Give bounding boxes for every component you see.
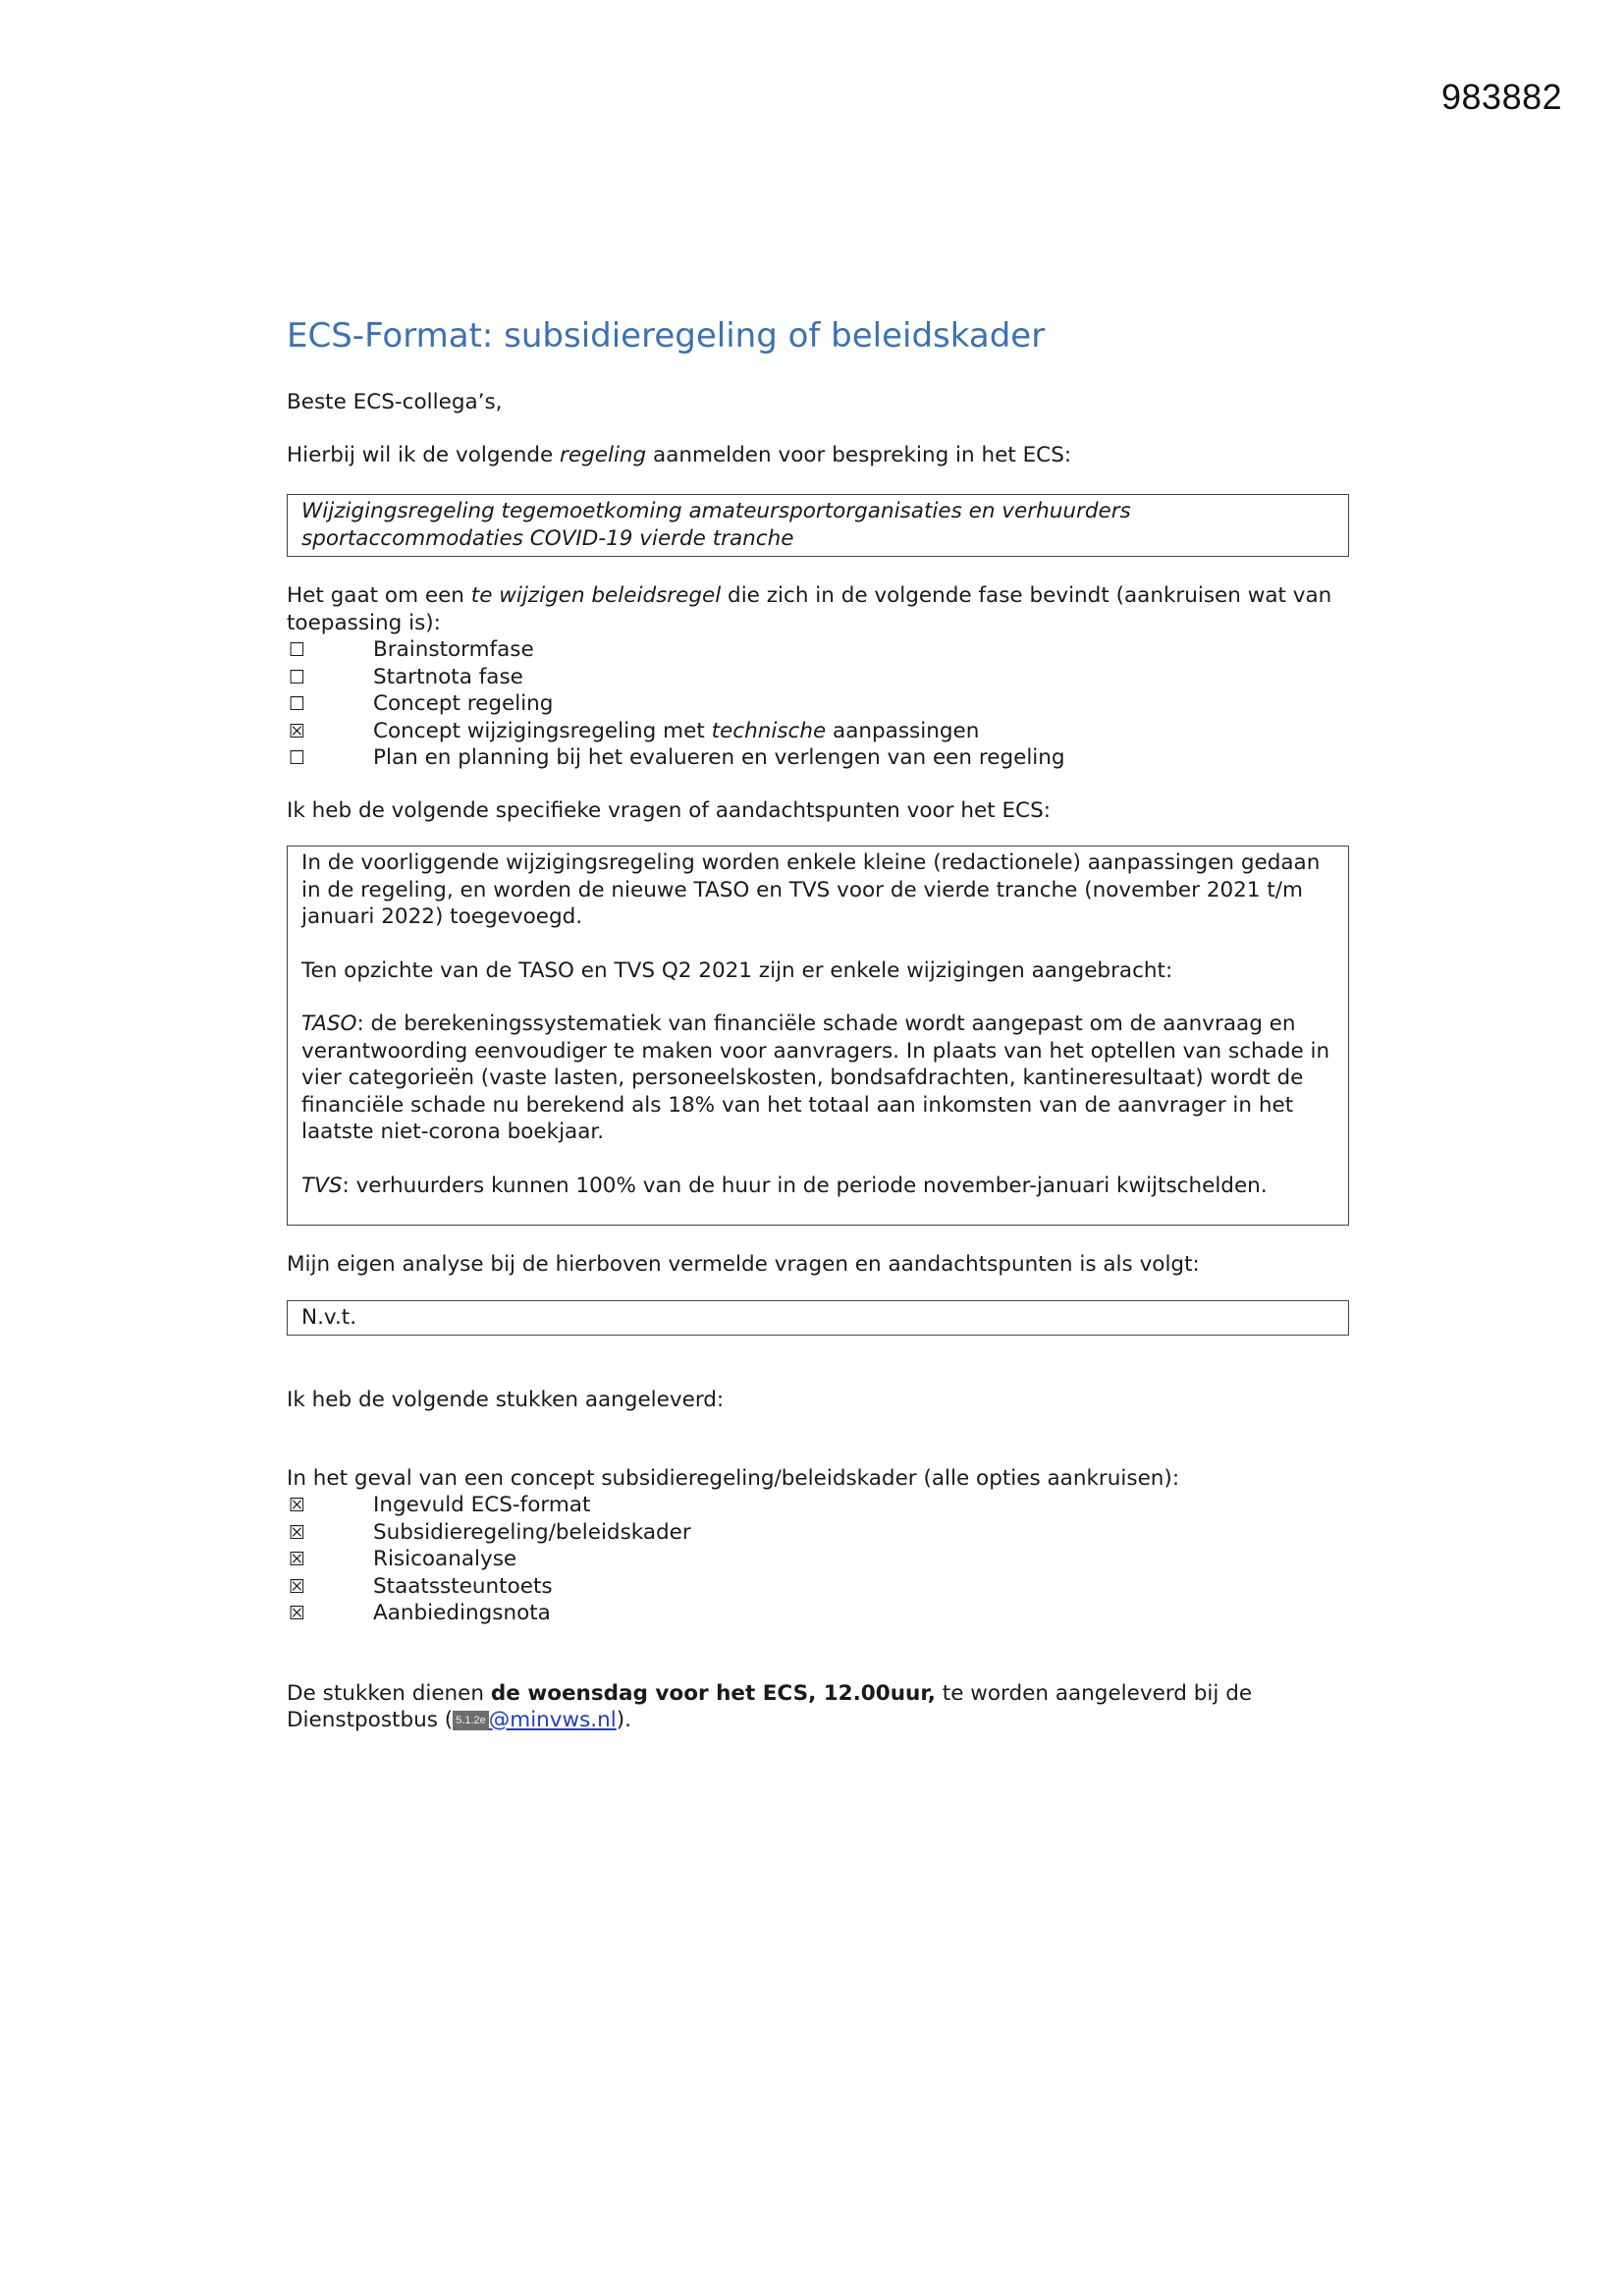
deadline-text [287, 1680, 1349, 1734]
phase-intro-after: die zich in de volgende fase bevindt (aankruisen wat van toepassing is): [287, 583, 1332, 635]
checkbox-icon[interactable]: ☐ [289, 747, 306, 769]
document-label: Staatssteuntoets [373, 1573, 553, 1599]
document-label: Aanbiedingsnota [373, 1601, 551, 1625]
questions-paragraph-2: Ten opzichte van de TASO en TVS Q2 2021 zijn er enkele wijzigingen aangebracht: [301, 957, 1173, 983]
checked-checkbox-icon[interactable]: ☒ [289, 720, 306, 742]
tvs-text: : verhuurders kunnen 100% van de huur in de periode november-januari kwijtschelden. [342, 1173, 1268, 1198]
phase-item-startnota[interactable] [287, 664, 1349, 691]
questions-paragraph-taso [301, 1011, 1334, 1146]
checked-checkbox-icon[interactable]: ☒ [289, 1549, 306, 1570]
phase-label: Brainstormfase [373, 637, 534, 662]
document-item-ecs-format[interactable] [287, 1492, 1349, 1519]
checked-checkbox-icon[interactable]: ☒ [289, 1495, 306, 1516]
checkbox-icon[interactable]: ☐ [289, 639, 306, 661]
phase-intro-before: Het gaat om een [287, 583, 471, 608]
intro-before: Hierbij wil ik de volgende [287, 442, 561, 467]
checkbox-icon[interactable]: ☐ [289, 666, 306, 688]
greeting: Beste ECS-collega’s, [287, 390, 503, 414]
intro-after: aanmelden voor bespreking in het ECS: [646, 442, 1072, 467]
questions-intro: Ik heb de volgende specifieke vragen of aandachtspunten voor het ECS: [287, 797, 1051, 823]
phase-label: Concept regeling [373, 691, 554, 716]
page-title: ECS-Format: subsidieregeling of beleidskader [287, 316, 1046, 355]
phase-label-before: Concept wijzigingsregeling met [373, 718, 712, 743]
deadline-close: ). [616, 1708, 631, 1732]
phase-checklist [287, 636, 1349, 772]
questions-paragraph-tvs [301, 1173, 1334, 1200]
concept-intro: In het geval van een concept subsidieregeling/beleidskader (alle opties aankruisen): [287, 1465, 1180, 1491]
analysis-box[interactable] [287, 1300, 1349, 1337]
checked-checkbox-icon[interactable]: ☒ [289, 1603, 306, 1624]
deadline-before: De stukken dienen [287, 1680, 491, 1706]
document-item-staatssteuntoets[interactable] [287, 1573, 1349, 1601]
questions-box[interactable] [287, 846, 1349, 1226]
form-content [287, 314, 1349, 1734]
phase-item-plan[interactable] [287, 744, 1349, 772]
phase-label: Plan en planning bij het evalueren en verlengen van een regeling [373, 745, 1065, 770]
document-label: Ingevuld ECS-format [373, 1493, 591, 1517]
phase-label-emphasis: technische [711, 718, 827, 743]
phase-label [373, 718, 979, 745]
phase-item-concept[interactable] [287, 690, 1349, 718]
documents-checklist [287, 1492, 1349, 1627]
phase-intro-emphasis: te wijzigen beleidsregel [470, 583, 722, 608]
tvs-label: TVS [301, 1173, 343, 1198]
document-number: 983882 [1441, 77, 1563, 117]
deadline-after: te worden aangeleverd bij de Dienstpostbus ( [287, 1680, 1253, 1732]
phase-item-brainstorm[interactable] [287, 636, 1349, 664]
intro-text [287, 442, 1349, 469]
redaction-mark: 5.1.2e [453, 1711, 489, 1730]
checked-checkbox-icon[interactable]: ☒ [289, 1575, 306, 1598]
regeling-name: Wijzigingsregeling tegemoetkoming amateursportorganisaties en verhuurders sportaccommodaties COVID-19 vierde tranche [301, 499, 1131, 551]
document-label: Subsidieregeling/beleidskader [373, 1519, 691, 1545]
questions-paragraph-1: In de voorliggende wijzigingsregeling worden enkele kleine (redactionele) aanpassingen gedaan in de regeling, en worden de nieuwe TASO en TVS voor de vierde tranche (november 2021 t/m januari 2022) toegevoegd. [301, 850, 1321, 929]
phase-item-concept-wijziging[interactable] [287, 718, 1349, 745]
phase-label-after: aanpassingen [826, 718, 980, 743]
delivered-intro: Ik heb de volgende stukken aangeleverd: [287, 1388, 725, 1412]
phase-label: Startnota fase [373, 664, 523, 689]
checkbox-icon[interactable]: ☐ [289, 693, 306, 715]
document-item-risicoanalyse[interactable] [287, 1546, 1349, 1573]
phase-intro [287, 582, 1349, 636]
checked-checkbox-icon[interactable]: ☒ [289, 1521, 306, 1544]
analysis-intro: Mijn eigen analyse bij de hierboven vermelde vragen en aandachtspunten is als volgt: [287, 1252, 1200, 1277]
regeling-name-box[interactable] [287, 494, 1349, 557]
document-item-subsidieregeling[interactable] [287, 1519, 1349, 1547]
document-label: Risicoanalyse [373, 1547, 517, 1571]
deadline-bold: de woensdag voor het ECS, 12.00uur, [490, 1680, 936, 1706]
dienstpostbus-email-link[interactable]: @minvws.nl [488, 1708, 617, 1732]
taso-text: : de berekeningssystematiek van financiële schade wordt aangepast om de aanvraag en verantwoording eenvoudiger te maken voor aanvragers. In plaats van het optellen van schade in vier categorieën (vaste lasten, personeelskosten, bondsafdrachten, kantineresultaat) wordt de financiële schade nu berekend als 18% van het totaal aan inkomsten van de aanvrager in het laatste niet-corona boekjaar. [301, 1011, 1330, 1144]
analysis-text: N.v.t. [301, 1304, 357, 1330]
document-item-aanbiedingsnota[interactable] [287, 1600, 1349, 1627]
intro-emphasis: regeling [560, 442, 647, 467]
taso-label: TASO [301, 1011, 357, 1036]
